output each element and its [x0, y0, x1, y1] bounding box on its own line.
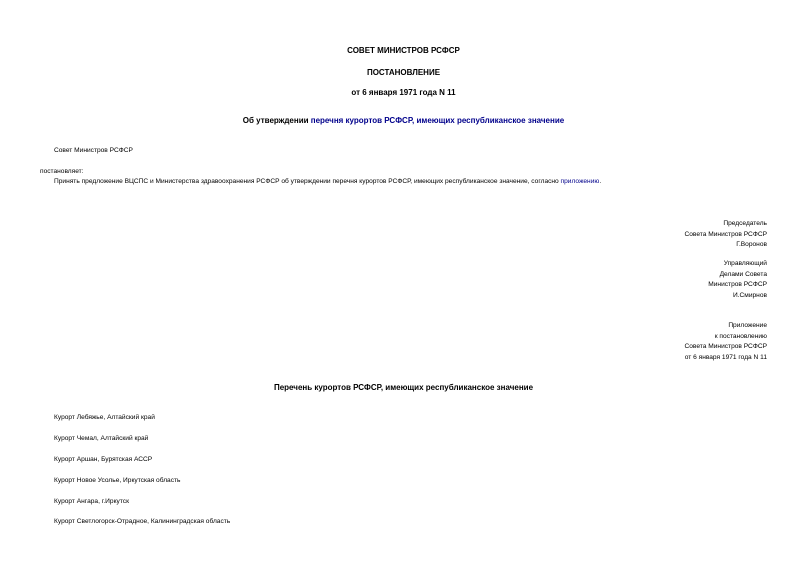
org-title: СОВЕТ МИНИСТРОВ РСФСР [347, 46, 460, 55]
list-item: Курорт Лебяжье, Алтайский край [54, 414, 155, 421]
doc-title-link[interactable]: перечня курортов РСФСР, имеющих республиканское значение [310, 116, 565, 125]
signature-line: Г.Воронов [736, 241, 767, 248]
decree-text: Принять предложение ВЦСПС и Министерства здравоохранения РСФСР об утверждении перечня курортов РСФСР, имеющих республиканское значение, согласно [54, 178, 561, 185]
doc-type: ПОСТАНОВЛЕНИЕ [366, 68, 441, 77]
list-item: Курорт Ангара, г.Иркутск [54, 498, 129, 505]
list-item: Курорт Новое Усолье, Иркутская область [54, 477, 181, 484]
appendix-reference [685, 321, 768, 363]
signature-line: Председатель [723, 220, 767, 227]
appendix-ref-line: Приложение [728, 322, 767, 329]
list-item: Курорт Аршан, Бурятская АССР [54, 456, 153, 463]
doc-date-number: от 6 января 1971 года N 11 [351, 88, 456, 97]
appendix-ref-line: Совета Министров РСФСР [684, 343, 767, 350]
list-title: Перечень курортов РСФСР, имеющих республиканское значение [273, 383, 534, 392]
signature-line: Министров РСФСР [708, 281, 767, 288]
doc-title [0, 116, 807, 126]
doc-title-prefix: Об утверждении [242, 116, 311, 125]
signature-line: И.Смирнов [732, 291, 767, 299]
signature-line: Делами Совета [719, 270, 767, 278]
list-item: Курорт Светлогорск-Отрадное, Калининградская область [54, 518, 231, 525]
appendix-ref-line: к постановлению [714, 332, 767, 340]
issuer: Совет Министров РСФСР [54, 147, 133, 154]
list-item: Курорт Чемал, Алтайский край [54, 435, 149, 442]
signature-line: Совета Министров РСФСР [684, 230, 767, 238]
decree-text-end: . [599, 178, 602, 185]
signature-line: Управляющий [723, 260, 767, 267]
decree-paragraph [54, 177, 601, 186]
manager-signature [708, 259, 767, 301]
decrees-label: постановляет: [40, 168, 84, 175]
appendix-ref-line: от 6 января 1971 года N 11 [684, 353, 767, 361]
appendix-link[interactable]: приложению [560, 178, 600, 185]
chairman-signature [685, 219, 768, 251]
